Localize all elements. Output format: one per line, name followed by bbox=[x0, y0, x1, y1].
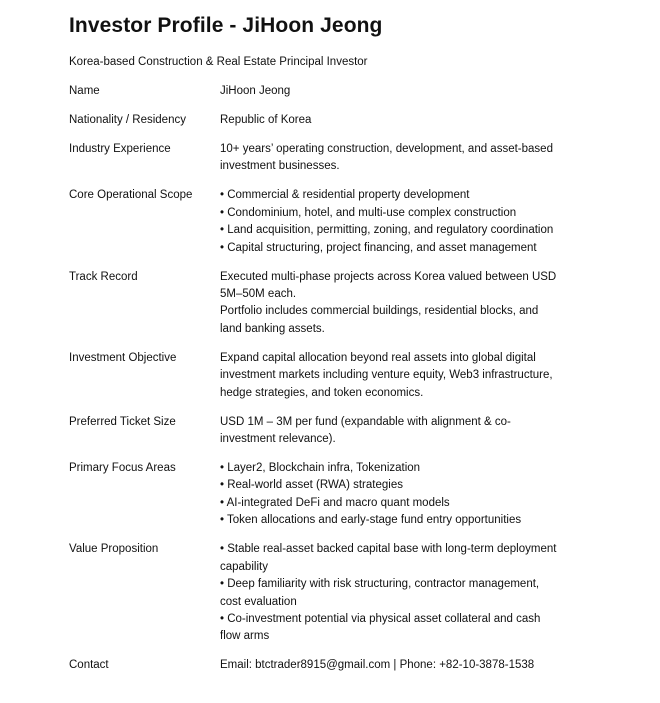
value-line: • Deep familiarity with risk structuring, contractor management, cost evaluation bbox=[220, 578, 540, 608]
row-label: Preferred Ticket Size bbox=[69, 415, 176, 428]
row-value bbox=[220, 83, 560, 100]
value-line: • Layer2, Blockchain infra, Tokenization bbox=[220, 462, 421, 475]
row-label: Nationality / Residency bbox=[69, 114, 186, 126]
profile-row-track-record bbox=[69, 269, 640, 339]
profile-row-focus-areas bbox=[69, 460, 640, 530]
profile-row-industry-experience bbox=[69, 141, 640, 176]
value-line: • Capital structuring, project financing, and asset management bbox=[220, 241, 537, 254]
value-line: • Commercial & residential property development bbox=[220, 189, 470, 202]
value-line: USD 1M – 3M per fund (expandable with alignment & co-investment relevance). bbox=[220, 415, 511, 446]
row-value bbox=[220, 414, 560, 449]
value-line: • Land acquisition, permitting, zoning, and regulatory coordination bbox=[220, 224, 554, 237]
page-title: Investor Profile - JiHoon Jeong bbox=[69, 14, 383, 37]
value-line: Republic of Korea bbox=[220, 114, 312, 126]
contact-line: Email: btctrader8915@gmail.com | Phone: +82-10-3878-1538 bbox=[220, 659, 535, 672]
row-label: Track Record bbox=[69, 270, 138, 283]
row-label: Core Operational Scope bbox=[69, 189, 193, 202]
value-line: • Condominium, hotel, and multi-use complex construction bbox=[220, 206, 517, 219]
value-line: • Stable real-asset backed capital base with long-term deployment capability bbox=[220, 543, 557, 573]
value-line: • Token allocations and early-stage fund entry opportunities bbox=[220, 514, 522, 527]
row-label: Contact bbox=[69, 659, 109, 672]
row-value bbox=[220, 112, 560, 129]
profile-row-investment-objective bbox=[69, 350, 640, 402]
row-value bbox=[220, 350, 560, 402]
row-value bbox=[220, 187, 560, 257]
row-label: Investment Objective bbox=[69, 351, 177, 364]
value-line: • Co-investment potential via physical asset collateral and cash flow arms bbox=[220, 612, 541, 643]
profile-table bbox=[69, 83, 640, 675]
row-label: Industry Experience bbox=[69, 143, 171, 155]
row-label: Value Proposition bbox=[69, 543, 159, 556]
profile-row-core-scope bbox=[69, 187, 640, 257]
value-line: Executed multi-phase projects across Korea valued between USD 5M–50M each. bbox=[220, 270, 557, 301]
value-line: 10+ years’ operating construction, development, and asset-based investment businesses. bbox=[220, 143, 553, 173]
value-line: Expand capital allocation beyond real assets into global digital investment markets including venture equity, Web3 infrastructure, hedge strategies, and token economics. bbox=[220, 351, 553, 399]
profile-row-value-proposition bbox=[69, 541, 640, 645]
row-label: Name bbox=[69, 85, 100, 97]
value-line: Portfolio includes commercial buildings, residential blocks, and land banking assets. bbox=[220, 305, 539, 335]
row-value bbox=[220, 460, 560, 530]
profile-row-name bbox=[69, 83, 640, 100]
profile-row-nationality bbox=[69, 112, 640, 129]
row-value bbox=[220, 541, 560, 645]
row-value bbox=[220, 269, 560, 339]
profile-row-contact bbox=[69, 657, 640, 674]
value-line: • Real-world asset (RWA) strategies bbox=[220, 479, 403, 492]
value-line: JiHoon Jeong bbox=[220, 85, 291, 97]
row-value bbox=[220, 141, 560, 176]
value-line: • AI-integrated DeFi and macro quant models bbox=[220, 496, 450, 509]
row-value bbox=[220, 657, 560, 674]
profile-row-ticket-size bbox=[69, 414, 640, 449]
row-label: Primary Focus Areas bbox=[69, 462, 176, 475]
page-subtitle: Korea-based Construction & Real Estate Principal Investor bbox=[69, 56, 368, 68]
